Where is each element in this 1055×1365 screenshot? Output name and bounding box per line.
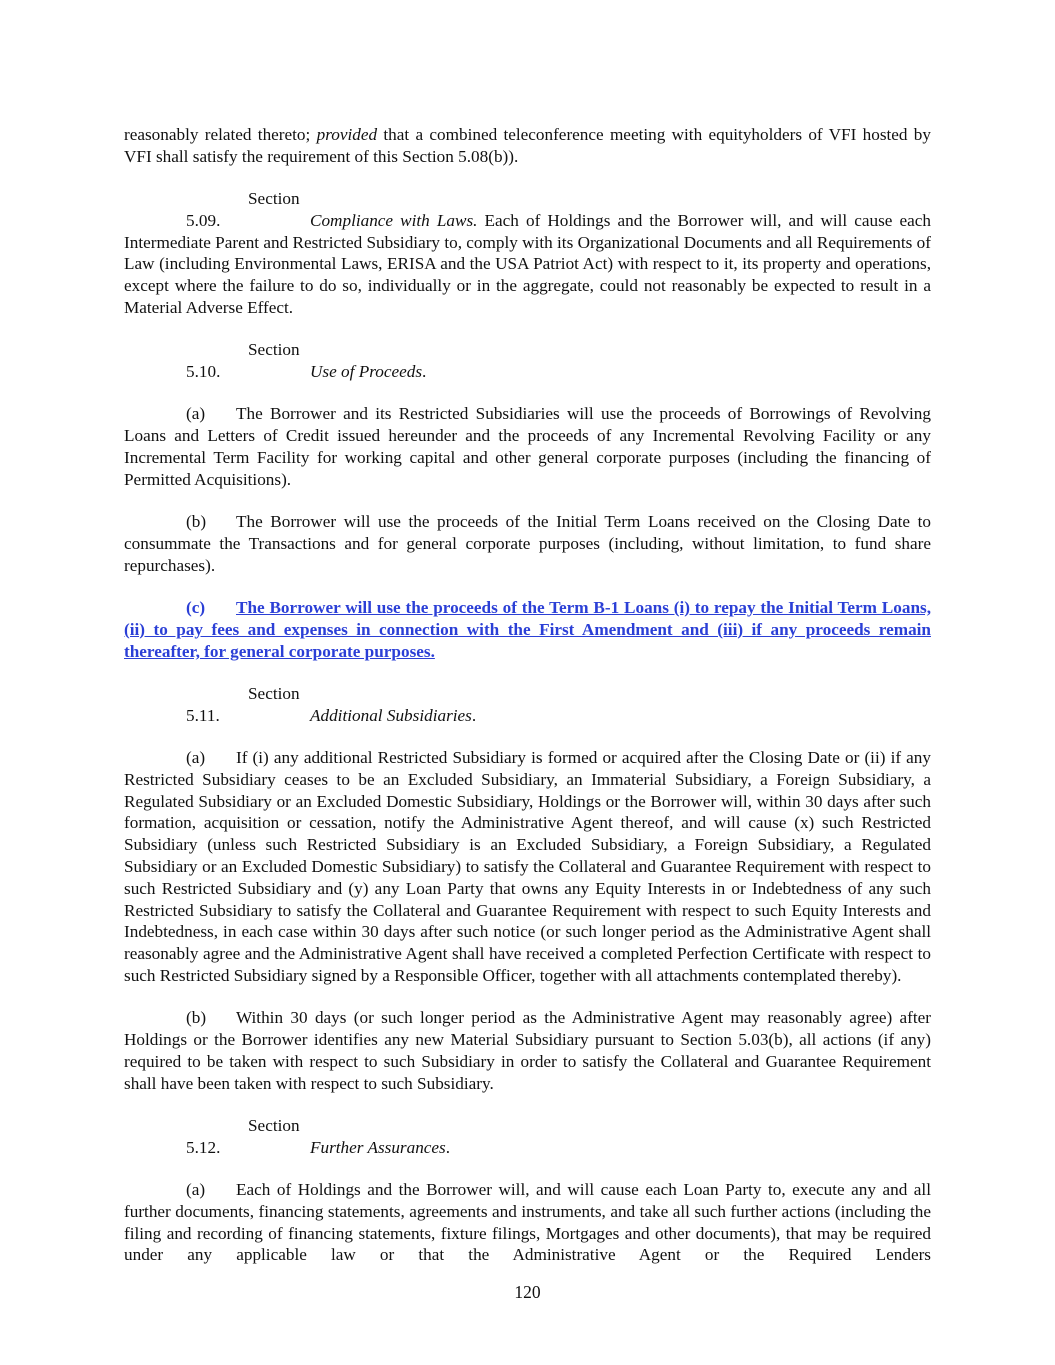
section-title: Further Assurances xyxy=(310,1137,446,1157)
section-5-11-a xyxy=(124,747,931,987)
section-title: Compliance with Laws. xyxy=(310,210,478,230)
section-5-10-c-amendment xyxy=(124,597,931,662)
clause-text: The Borrower and its Restricted Subsidiaries will use the proceeds of Borrowings of Revolving Loans and Letters of Credit issued hereunder and the proceeds of any Incremental Revolving Facility or any Incremental Term Facility for working capital and other general corporate purposes (including the financing of Permitted Acquisitions). xyxy=(124,404,931,489)
section-5-09 xyxy=(124,188,931,319)
clause-text: If (i) any additional Restricted Subsidiary is formed or acquired after the Closing Date or (ii) if any Restricted Subsidiary ceases to be an Excluded Subsidiary, an Immaterial Subsidiary, a Foreign Subsidiary, a Regulated Subsidiary or an Excluded Domestic Subsidiary, Holdings or the Borrower will, within 30 days after such formation, acquisition or cessation, notify the Administrative Agent thereof, and will cause (x) such Restricted Subsidiary (unless such Restricted Subsidiary is an Excluded Subsidiary, a Foreign Subsidiary, a Regulated Subsidiary or an Excluded Domestic Subsidiary) to satisfy the Collateral and Guarantee Requirement with respect to such Restricted Subsidiary and (y) any Loan Party that owns any Equity Interests in or Indebtedness of any such Restricted Subsidiary to satisfy the Collateral and Guarantee Requirement with respect to such Equity Interests and Indebtedness, in each case within 30 days after such notice (or such longer period as the Administrative Agent shall reasonably agree and the Administrative Agent shall have received a completed Perfection Certificate with respect to such Restricted Subsidiary signed by a Responsible Officer, together with all attachments contemplated thereby). xyxy=(124,748,931,985)
continuation-paragraph xyxy=(124,124,931,168)
text-run: reasonably related thereto; xyxy=(124,125,317,144)
section-number: Section 5.09. xyxy=(186,189,300,230)
amended-clause-text: The Borrower will use the proceeds of the Term B-1 Loans (i) to repay the Initial Term Loans, (ii) to pay fees and expenses in connection with the First Amendment and (iii) if any proceeds remain thereafter, for general corporate purposes. xyxy=(124,598,931,661)
section-5-11-b xyxy=(124,1007,931,1094)
clause-label: (c) xyxy=(186,598,206,618)
section-body: Each of Holdings and the Borrower will, and will cause each Intermediate Parent and Restricted Subsidiary to, comply with its Organizational Documents and all Requirements of Law (including Environmental Laws, ERISA and the USA Patriot Act) with respect to it, its property and operations, except where the failure to do so, individually or in the aggregate, could not reasonably be expected to result in a Material Adverse Effect. xyxy=(124,210,931,318)
section-title: Use of Proceeds xyxy=(310,362,423,382)
section-number: Section 5.11. xyxy=(186,683,300,725)
clause-label: (a) xyxy=(186,748,206,768)
text-run: that a combined teleconference meeting with equityholders of VFI hosted by VFI shall satisfy the requirement of this Section 5.08(b)). xyxy=(124,125,931,166)
section-5-10-heading xyxy=(124,339,931,383)
section-5-10-b xyxy=(124,511,931,576)
clause-text: Within 30 days (or such longer period as the Administrative Agent may reasonably agree) after Holdings or the Borrower identifies any new Material Subsidiary pursuant to Section 5.03(b), all actions (if any) required to be taken with respect to such Subsidiary in order to satisfy the Collateral and Guarantee Requirement shall have been taken with respect to such Subsidiary. xyxy=(124,1008,931,1093)
section-title: Additional Subsidiaries xyxy=(310,705,472,725)
clause-label: (b) xyxy=(186,512,207,532)
punctuation: . xyxy=(445,1137,451,1157)
section-5-12-heading xyxy=(124,1115,931,1159)
clause-label: (a) xyxy=(186,404,206,424)
section-5-11-heading xyxy=(124,683,931,727)
section-number: Section 5.10. xyxy=(186,340,300,382)
clause-text: Each of Holdings and the Borrower will, and will cause each Loan Party to, execute any and all further documents, financing statements, agreements and instruments, and take all such further actions (including the filing and recording of financing statements, fixture filings, Mortgages and other documents), that may be required under any applicable law or that the Administrative Agent or the Required Lenders xyxy=(124,1180,931,1265)
punctuation: . xyxy=(422,362,427,382)
clause-label: (a) xyxy=(186,1180,206,1200)
page-body xyxy=(124,124,931,1266)
section-5-12-a xyxy=(124,1179,931,1266)
clause-label: (b) xyxy=(186,1008,207,1028)
punctuation: . xyxy=(471,705,477,725)
section-number: Section 5.12. xyxy=(186,1115,300,1157)
emphasis-text: provided xyxy=(316,125,378,144)
section-5-10-a xyxy=(124,403,931,490)
clause-text: The Borrower will use the proceeds of the Initial Term Loans received on the Closing Date to consummate the Transactions and for general corporate purposes (including, without limitation, to fund share repurchases). xyxy=(124,512,931,575)
page-number: 120 xyxy=(514,1282,541,1302)
